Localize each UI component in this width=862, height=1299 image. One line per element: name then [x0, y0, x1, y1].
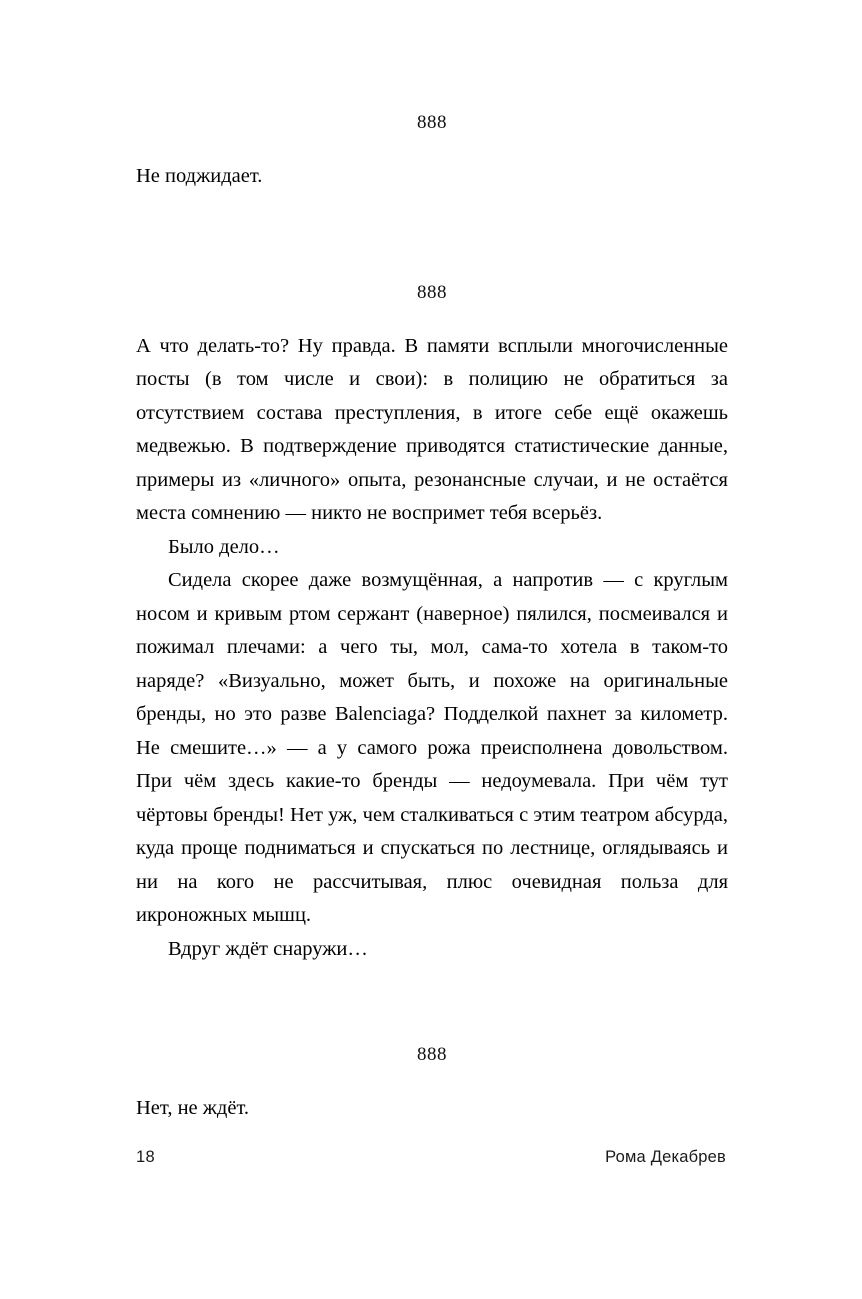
- paragraph-4: Сидела скорее даже возмущённая, а напротив — с круглым носом и кривым ртом сержант (наверное) пялился, посмеивался и пожимал плечами: а чего ты, мол, сама-то хотела в таком-то наряде? «Визуально, может быть, и похоже на оригинальные бренды, но это разве Balenciaga? Подделкой пахнет за километр. Не смешите…» — а у самого рожа преисполнена довольством. При чём здесь какие-то бренды — недоумевала. При чём тут чёртовы бренды! Нет уж, чем сталкиваться с этим театром абсурда, куда проще подниматься и спускаться по лестнице, оглядываясь и ни на кого не рассчитывая, плюс очевидная польза для икроножных мышц.: [136, 569, 728, 926]
- paragraph-3: Было дело…: [168, 535, 280, 558]
- section-marker-2: 888: [417, 281, 447, 303]
- page-number: 18: [136, 1148, 155, 1166]
- section-marker-1: 888: [417, 112, 447, 133]
- paragraph-5: Вдруг ждёт снаружи…: [168, 937, 368, 960]
- page-footer: [136, 1148, 726, 1167]
- author-name: Рома Декабрев: [605, 1148, 726, 1166]
- paragraph-2: А что делать-то? Ну правда. В памяти всплыли многочисленные посты (в том числе и свои): в полицию не обратиться за отсутствием состава преступления, в итоге себе ещё окажешь медвежью. В подтверждение приводятся статистические данные, примеры из «личного» опыта, резонансные случаи, и не остаётся места сомнению — никто не воспримет тебя всерьёз.: [136, 334, 728, 524]
- paragraph-1: Не поджидает.: [136, 165, 263, 187]
- paragraph-6: Нет, не ждёт.: [136, 1097, 250, 1119]
- page-content: [136, 0, 728, 1126]
- section-marker-3: 888: [417, 1044, 447, 1065]
